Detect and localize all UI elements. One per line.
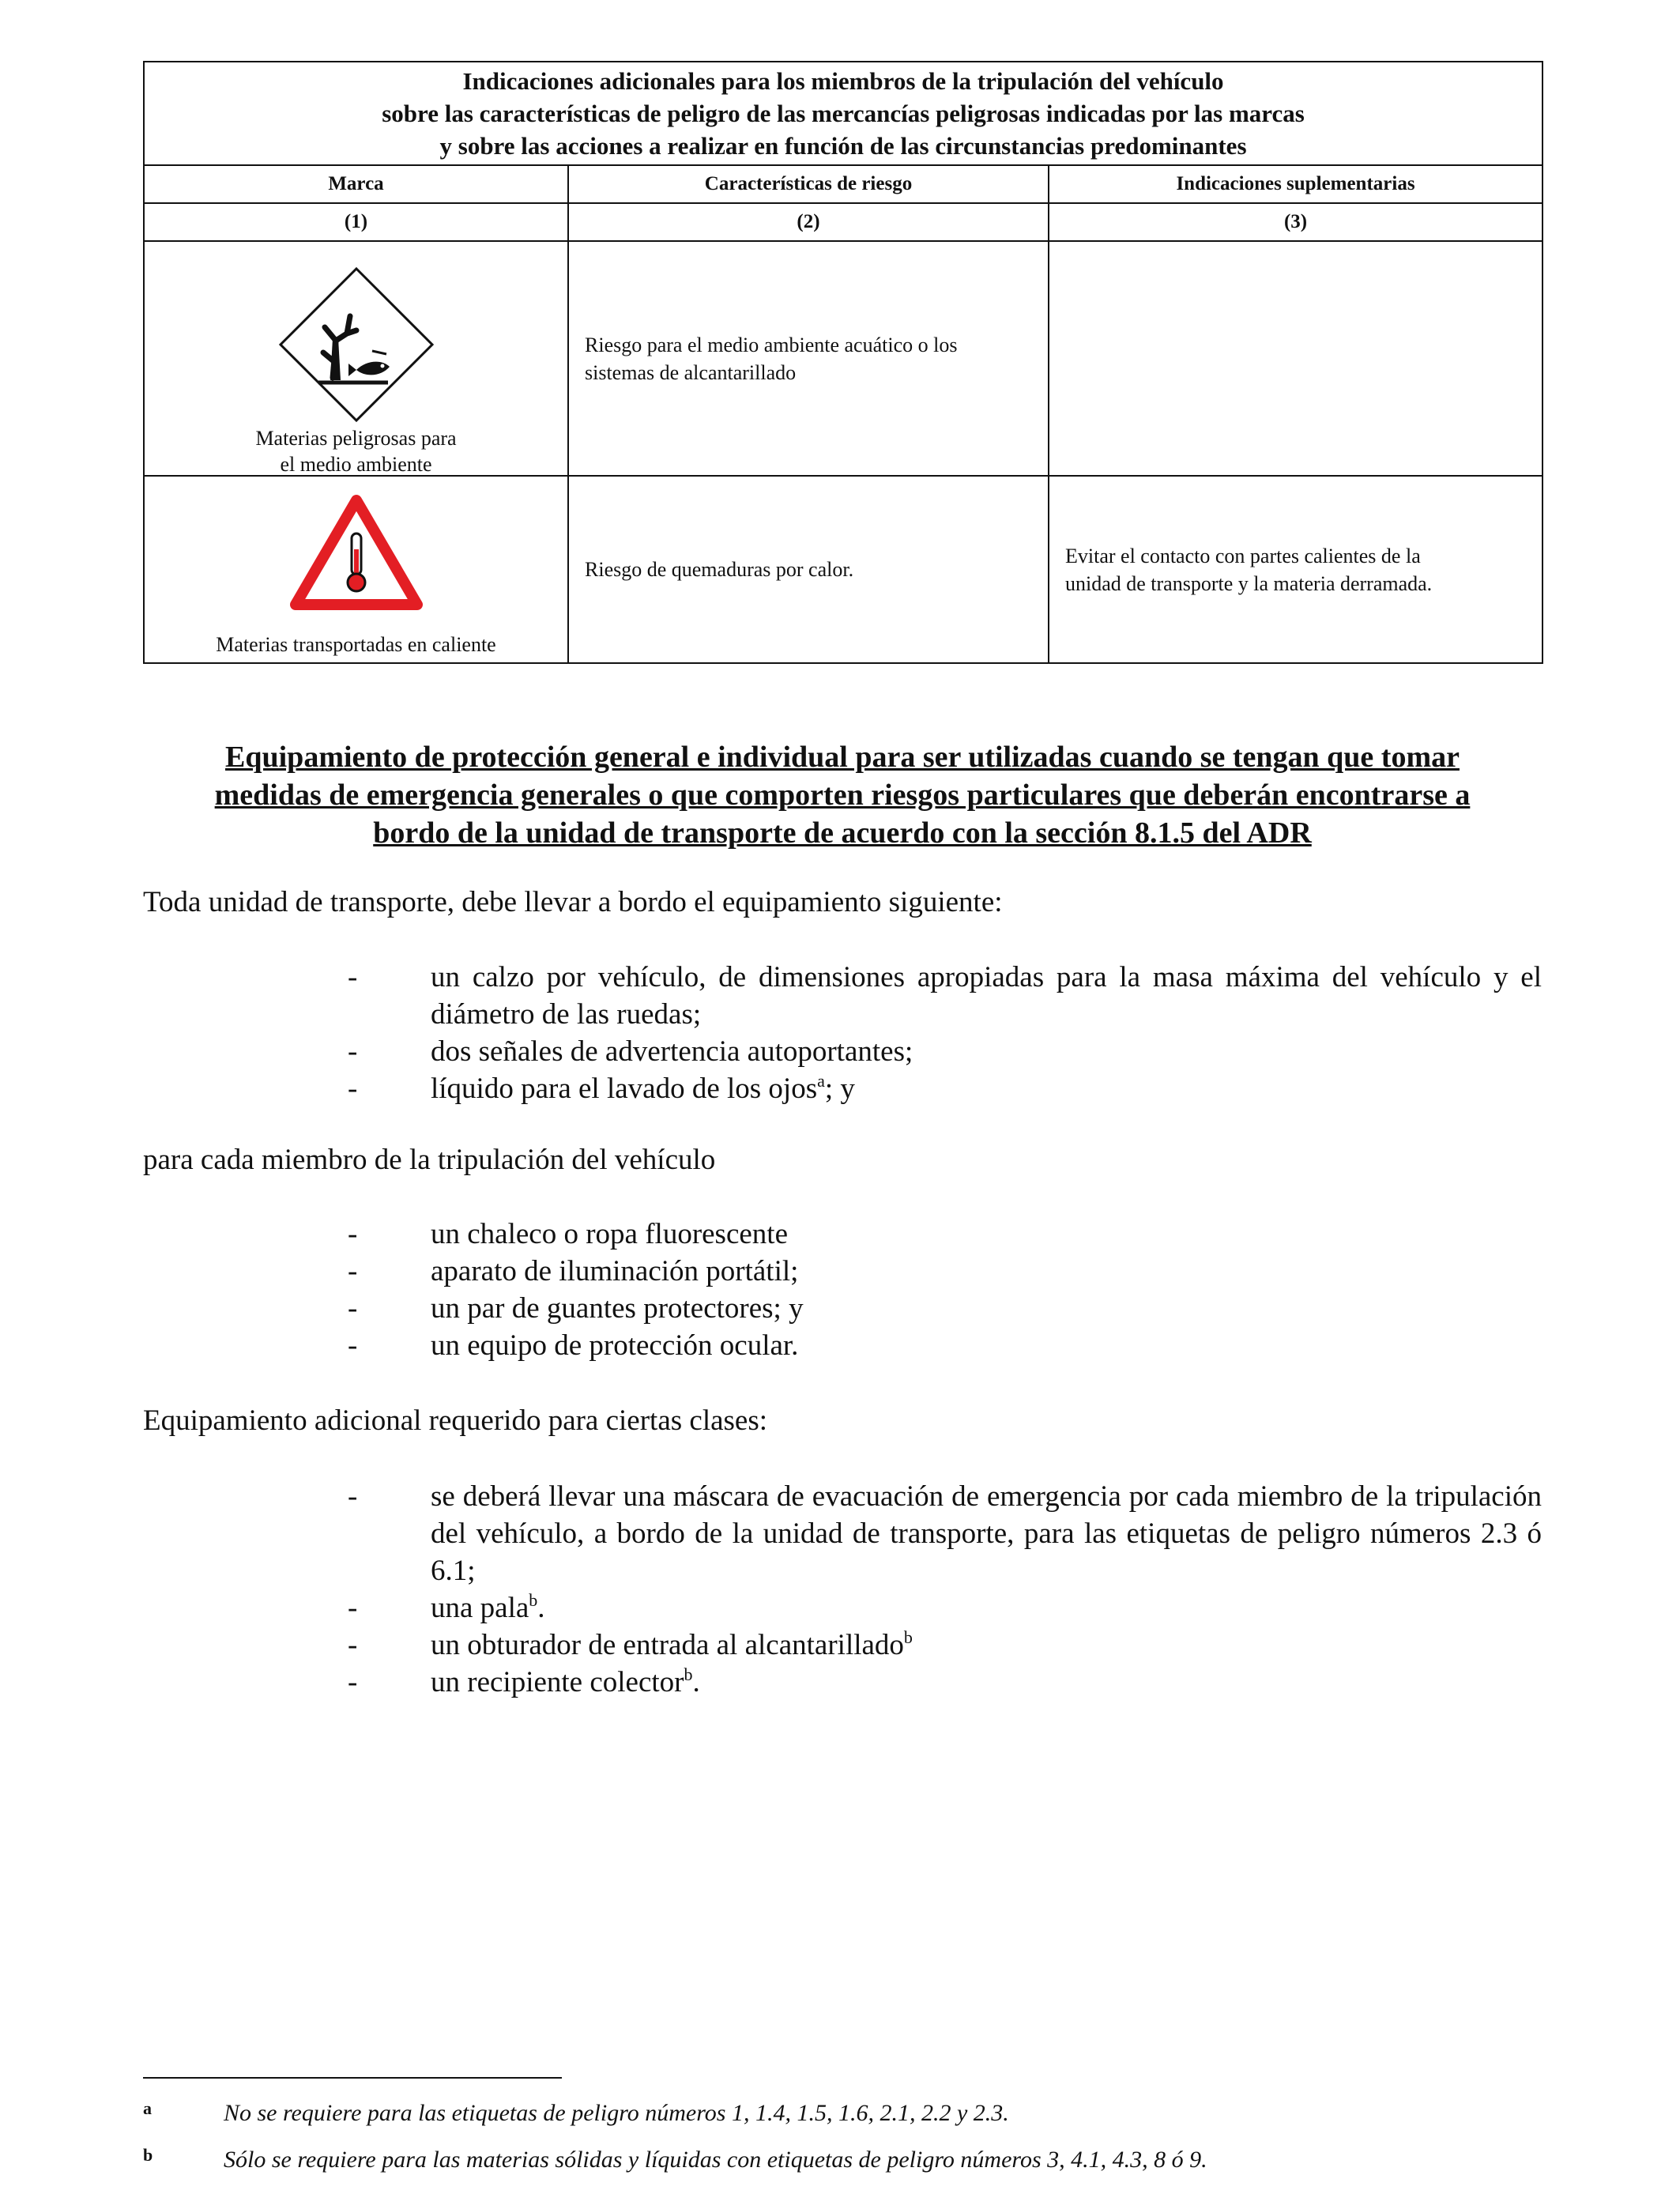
- list-item-text: se deberá llevar una máscara de evacuación de emergencia por cada miembro de la tripulación del vehículo, a bordo de la unidad de transporte, para las etiquetas de peligro números 2.3 ó 6.1;: [431, 1480, 1542, 1587]
- crew-equipment-list: [344, 1216, 1542, 1364]
- column-number: (2): [568, 203, 1049, 241]
- supplementary-text-line: Evitar el contacto con partes calientes de la: [1065, 544, 1421, 567]
- list-dash: -: [348, 961, 358, 993]
- list-item: [344, 1216, 1542, 1253]
- risk-text-line: Riesgo para el medio ambiente acuático o los: [585, 333, 958, 356]
- list-dash: -: [348, 1072, 358, 1105]
- column-header-mark: Marca: [144, 165, 568, 203]
- crew-intro-paragraph: para cada miembro de la tripulación del vehículo: [143, 1144, 716, 1176]
- list-item-text: una pala: [431, 1592, 529, 1624]
- footnote-mark: a: [143, 2098, 152, 2118]
- footnote-mark: b: [143, 2145, 153, 2165]
- section-heading: [143, 738, 1542, 852]
- supplementary-text-line: unidad de transporte y la materia derramada.: [1065, 571, 1433, 595]
- list-dash: -: [348, 1329, 358, 1362]
- unit-equipment-list: [344, 959, 1542, 1107]
- mark-cell: [144, 476, 568, 663]
- hazard-marks-table: [143, 61, 1543, 664]
- list-dash: -: [348, 1629, 358, 1661]
- mark-caption: [145, 631, 567, 658]
- column-number: (3): [1049, 203, 1543, 241]
- table-title: [144, 62, 1543, 165]
- list-dash: -: [348, 1255, 358, 1287]
- list-item: [344, 1070, 1542, 1107]
- list-dash: -: [348, 1480, 358, 1513]
- footnote-ref: b: [684, 1664, 693, 1684]
- mark-caption-line: Materias transportadas en caliente: [216, 633, 496, 656]
- footnote-separator: [143, 2077, 562, 2079]
- table-row: [144, 476, 1543, 663]
- list-dash: -: [348, 1592, 358, 1624]
- list-item: [344, 1478, 1542, 1589]
- column-header-supplementary: Indicaciones suplementarias: [1049, 165, 1543, 203]
- footnote-text: No se requiere para las etiquetas de peligro números 1, 1.4, 1.5, 1.6, 2.1, 2.2 y 2.3.: [224, 2100, 1009, 2126]
- list-item-text: un calzo por vehículo, de dimensiones apropiadas para la masa máxima del vehículo y el diámetro de las ruedas;: [431, 961, 1542, 1031]
- list-item: [344, 1253, 1542, 1290]
- section-heading-line: medidas de emergencia generales o que comporten riesgos particulares que deberán encontrarse a: [214, 778, 1471, 812]
- section-heading-line: Equipamiento de protección general e individual para ser utilizadas cuando se tengan que tomar: [225, 741, 1460, 774]
- list-item: [344, 1290, 1542, 1327]
- section-heading-line: bordo de la unidad de transporte de acuerdo con la sección 8.1.5 del ADR: [373, 816, 1312, 850]
- footnote-ref: a: [817, 1071, 825, 1091]
- table-title-line: Indicaciones adicionales para los miembros de la tripulación del vehículo: [462, 67, 1224, 95]
- list-item-text: .: [692, 1666, 700, 1698]
- list-item: [344, 1664, 1542, 1701]
- mark-caption-line: el medio ambiente: [280, 453, 432, 476]
- additional-equipment-list: [344, 1478, 1542, 1701]
- footnote-ref: b: [903, 1627, 913, 1647]
- mark-caption: [145, 425, 567, 477]
- environmentally-hazardous-substance-mark-icon: [277, 266, 435, 424]
- list-item-text: dos señales de advertencia autoportantes;: [431, 1035, 913, 1068]
- list-item-text: un chaleco o ropa fluorescente: [431, 1218, 789, 1250]
- footnote-text: Sólo se requiere para las materias sólidas y líquidas con etiquetas de peligro números 3, 4.1, 4.3, 8 ó 9.: [224, 2147, 1207, 2173]
- additional-intro-paragraph: Equipamiento adicional requerido para ciertas clases:: [143, 1404, 768, 1437]
- risk-cell: [568, 476, 1049, 663]
- list-item-text: un par de guantes protectores; y: [431, 1292, 804, 1325]
- list-item: [344, 959, 1542, 1033]
- risk-text-line: sistemas de alcantarillado: [585, 360, 797, 384]
- list-dash: -: [348, 1218, 358, 1250]
- list-item-text: un obturador de entrada al alcantarillado: [431, 1629, 904, 1661]
- list-item: [344, 1589, 1542, 1627]
- mark-cell: [144, 241, 568, 476]
- supplementary-cell: [1049, 241, 1543, 476]
- list-dash: -: [348, 1292, 358, 1325]
- column-header-risk: Características de riesgo: [568, 165, 1049, 203]
- footnote-ref: b: [529, 1590, 538, 1610]
- supplementary-cell: [1049, 476, 1543, 663]
- column-number: (1): [144, 203, 568, 241]
- list-item-text: .: [537, 1592, 545, 1624]
- risk-text-line: Riesgo de quemaduras por calor.: [585, 558, 854, 581]
- list-item-text: un recipiente colector: [431, 1666, 684, 1698]
- elevated-temperature-mark-icon: [289, 494, 424, 613]
- table-row: [144, 241, 1543, 476]
- list-item: [344, 1627, 1542, 1664]
- list-item-text: líquido para el lavado de los ojos: [431, 1072, 818, 1105]
- list-item: [344, 1327, 1542, 1364]
- list-item-text: ; y: [824, 1072, 855, 1105]
- list-item: [344, 1033, 1542, 1070]
- mark-caption-line: Materias peligrosas para: [255, 427, 457, 450]
- list-item-text: aparato de iluminación portátil;: [431, 1255, 799, 1287]
- table-title-line: sobre las características de peligro de las mercancías peligrosas indicadas por las marcas: [382, 100, 1305, 127]
- list-dash: -: [348, 1035, 358, 1068]
- intro-paragraph: Toda unidad de transporte, debe llevar a bordo el equipamiento siguiente:: [143, 886, 1003, 918]
- table-title-line: y sobre las acciones a realizar en función de las circunstancias predominantes: [439, 132, 1247, 160]
- risk-cell: [568, 241, 1049, 476]
- list-dash: -: [348, 1666, 358, 1698]
- list-item-text: un equipo de protección ocular.: [431, 1329, 799, 1362]
